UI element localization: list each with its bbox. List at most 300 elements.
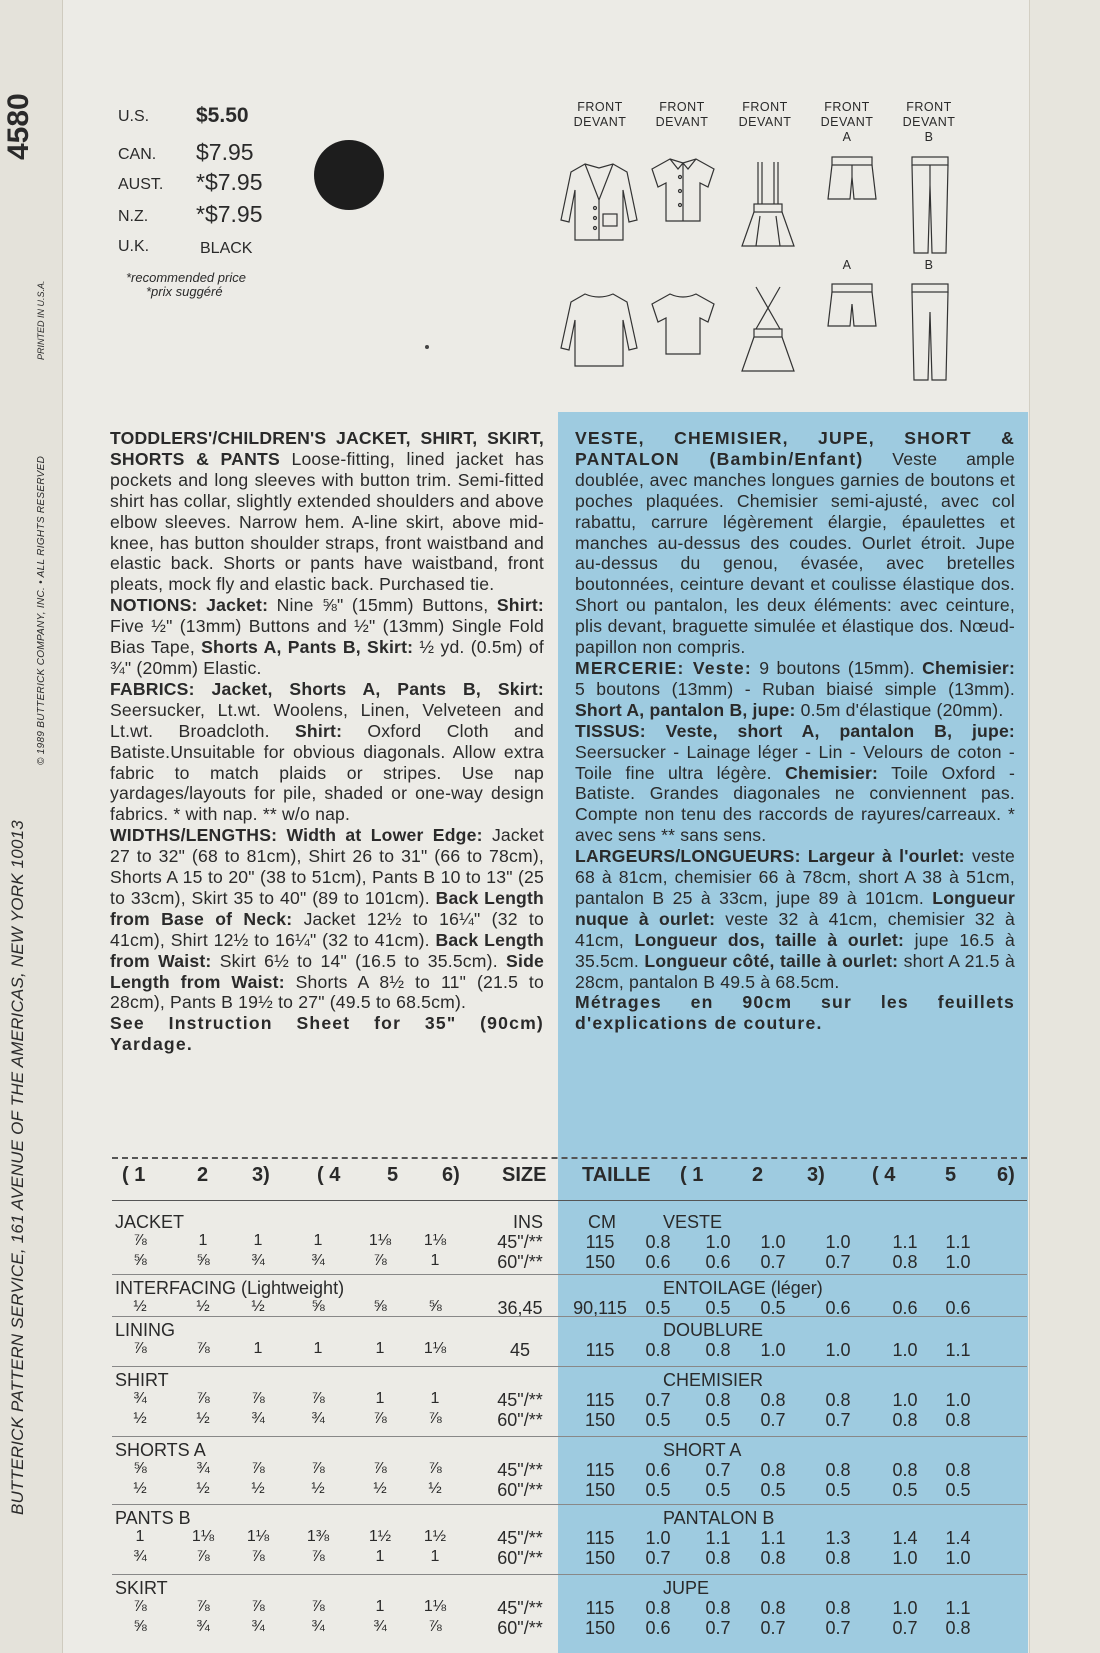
section-divider [112, 1504, 1027, 1505]
yardage-cell-en: ⅝ [133, 1252, 147, 1269]
dos-heading: Longueur dos, taille à ourlet: [634, 929, 905, 950]
width-cm: 115 [585, 1232, 615, 1252]
metrage-cell-fr: 1.0 [825, 1232, 851, 1252]
yardage-cell-en: 1⅜ [306, 1528, 330, 1545]
metrage-cell-fr: 0.5 [945, 1480, 971, 1500]
price-row [118, 228, 288, 258]
section-label-en: SHORTS A [115, 1440, 206, 1460]
view-variant: B [924, 130, 934, 144]
width-inches: 45"/** [497, 1528, 543, 1548]
metrage-cell-fr: 1.0 [760, 1232, 786, 1252]
metrage-cell-fr: 1.0 [945, 1390, 971, 1410]
metrage-cell-fr: 0.7 [892, 1618, 918, 1638]
price-value: *$7.95 [196, 169, 263, 195]
price-row [118, 98, 288, 128]
width-cm: 150 [584, 1410, 616, 1430]
metrage-cell-fr: 1.0 [892, 1548, 918, 1568]
yardage-cell-en: ⅞ [251, 1390, 265, 1407]
suggested-price-note: *prix suggéré [146, 284, 223, 299]
price-country: U.S. [118, 108, 150, 125]
section-label-fr: PANTALON B [663, 1508, 775, 1528]
yardage-cell-en: 1 [375, 1340, 385, 1357]
width-inches: 60"/** [497, 1252, 543, 1272]
metrage-cell-fr: 0.8 [945, 1460, 971, 1480]
yardage-cell-en: ⅝ [133, 1618, 147, 1635]
width-inches: 60"/** [497, 1618, 543, 1638]
skirt-front-drawing [738, 160, 798, 248]
metrage-cell-fr: 0.6 [825, 1298, 851, 1318]
metrage-cell-fr: 0.6 [705, 1252, 731, 1272]
view-label-fr: DEVANT [902, 115, 956, 129]
metrage-cell-fr: 0.7 [825, 1252, 851, 1272]
taille-heading-1: ( 1 [680, 1164, 704, 1186]
fabrics-shirt-label: Shirt: [295, 720, 343, 741]
yardage-cell-en: ½ [373, 1480, 387, 1497]
taille-heading-4: ( 4 [872, 1164, 896, 1186]
yardage-cell-en: ¾ [251, 1252, 265, 1269]
section-label-en: JACKET [115, 1212, 185, 1232]
yardage-cell-en: ⅞ [311, 1460, 325, 1477]
metrage-cell-fr: 1.1 [945, 1340, 971, 1360]
metrage-cell-fr: 1.0 [945, 1252, 971, 1272]
width-cm: 150 [584, 1548, 616, 1568]
metrage-cell-fr: 1.3 [825, 1528, 851, 1548]
jacket-front-drawing [557, 160, 641, 244]
taille-heading-2: 2 [752, 1164, 764, 1186]
yardage-cell-en: 1 [430, 1548, 440, 1565]
yardage-cell-en: ½ [251, 1298, 265, 1315]
yardage-cell-en: ½ [133, 1480, 147, 1497]
size-heading-3: 3) [252, 1164, 270, 1186]
english-description [110, 428, 544, 1055]
metrage-cell-fr: 0.8 [705, 1390, 731, 1410]
largeurs-text: veste 68 à 81cm, chemisier 66 à 78cm, short A 38 à 51cm, pantalon B 25 à 33cm, jupe 89 à 101cm. [575, 846, 1016, 908]
metrage-cell-fr: 0.7 [705, 1460, 731, 1480]
yardage-cell-en: ⅞ [311, 1548, 325, 1565]
view-label-fr: DEVANT [820, 115, 874, 129]
side-length-heading: Side Length from Waist: [110, 950, 545, 992]
yardage-cell-en: 1 [430, 1390, 440, 1407]
yardage-cell-en: 1 [313, 1232, 323, 1249]
taille-label: TAILLE [582, 1164, 651, 1186]
price-value: $5.50 [196, 104, 249, 127]
yardage-cell-en: ¾ [133, 1548, 147, 1565]
section-label-fr: JUPE [663, 1578, 710, 1598]
metrage-cell-fr: 0.6 [645, 1252, 671, 1272]
yardage-cell-en: 1 [253, 1232, 263, 1249]
metrage-cell-fr: 0.8 [825, 1460, 851, 1480]
view-label-en: FRONT [659, 100, 705, 114]
yardage-cell-en: ¾ [196, 1618, 210, 1635]
width-cm: 115 [585, 1390, 615, 1410]
metrage-cell-fr: 1.0 [760, 1340, 786, 1360]
price-country: AUST. [118, 176, 164, 193]
yardage-cell-en: 1⅛ [423, 1598, 447, 1615]
mercerie-short: 0.5m d'élastique (20mm). [800, 699, 1004, 720]
yardage-cell-en: ⅞ [133, 1232, 147, 1249]
section-label-en: SKIRT [115, 1578, 168, 1598]
yardage-cell-en: ⅞ [428, 1460, 442, 1477]
metrage-cell-fr: 0.7 [645, 1390, 671, 1410]
nuque-text: veste 32 à 41cm, chemisier 32 à 41cm, [575, 908, 1016, 950]
back-length-text: Jacket 12½ to 16¼" (32 to 41cm), Shirt 12½ to 16¼" (32 to 41cm). [110, 908, 544, 950]
right-envelope-flap [1029, 0, 1100, 1653]
view-label-en: FRONT [824, 100, 870, 114]
section-label-fr: VESTE [663, 1212, 723, 1232]
yardage-cell-en: 1 [253, 1340, 263, 1357]
width-inches: 45"/** [497, 1460, 543, 1480]
section-label-fr: CHEMISIER [663, 1370, 764, 1390]
yardage-cell-en: ⅞ [196, 1390, 210, 1407]
view-label-en: FRONT [577, 100, 623, 114]
side-length-text: Shorts A 8½ to 11" (21.5 to 28cm), Pants B 19½ to 27" (49.5 to 68.5cm). [110, 971, 544, 1013]
yardage-cell-en: ⅝ [196, 1252, 210, 1269]
metrage-cell-fr: 0.8 [825, 1548, 851, 1568]
yardage-cell-en: ⅝ [311, 1298, 325, 1315]
printed-in-notice: PRINTED IN U.S.A. [36, 280, 46, 360]
view-label-fr: DEVANT [738, 115, 792, 129]
metrage-cell-fr: 0.5 [705, 1480, 731, 1500]
color-code-dot [314, 140, 384, 210]
back-waist-text: Skirt 6½ to 14" (16.5 to 35.5cm). [219, 950, 498, 971]
yardage-cell-en: ⅝ [133, 1460, 147, 1477]
metrage-cell-fr: 0.7 [760, 1252, 786, 1272]
widths-heading: WIDTHS/LENGTHS: Width at Lower Edge: [110, 825, 483, 846]
notions-jacket-label: Jacket: [206, 595, 269, 616]
metrage-cell-fr: 1.1 [945, 1598, 971, 1618]
yardage-cell-en: 1⅛ [368, 1232, 392, 1249]
metrage-cell-fr: 0.8 [705, 1598, 731, 1618]
fabrics-heading: FABRICS: Jacket, Shorts A, Pants B, Skirt: [110, 678, 544, 699]
width-cm: 90,115 [573, 1298, 627, 1318]
back-waist-heading: Back Length from Waist: [110, 929, 544, 971]
cote-text: short A 21.5 à 28cm, pantalon B 49.5 à 68.5cm. [575, 950, 1016, 992]
metrages-note: Métrages en 90cm sur les feuillets d'explications de couture. [575, 992, 1015, 1034]
metrage-cell-fr: 1.0 [892, 1340, 918, 1360]
publisher-address: BUTTERICK PATTERN SERVICE, 161 AVENUE OF THE AMERICAS, NEW YORK 10013 [8, 820, 27, 1515]
description-title: TODDLERS'/CHILDREN'S JACKET, SHIRT, SKIRT, SHORTS & PANTS [110, 428, 544, 469]
notions-shorts: ½ yd. (0.5m) of ¾" (20mm) Elastic. [110, 637, 544, 678]
metrage-cell-fr: 0.5 [705, 1298, 731, 1318]
mercerie-heading: MERCERIE: Veste: [575, 657, 752, 678]
section-divider [112, 1316, 1027, 1317]
metrage-cell-fr: 0.8 [760, 1548, 786, 1568]
metrage-cell-fr: 1.1 [760, 1528, 786, 1548]
yardage-cell-en: ¾ [133, 1390, 147, 1407]
tissus-chemisier: Toile Oxford - Batiste. Grandes diagonales ne conviennent pas. Compte non tenu des raccords de rayures/carreaux. * avec sens ** sans sens. [575, 762, 1016, 846]
taille-heading-5: 5 [945, 1164, 957, 1186]
width-inches: 45"/** [497, 1232, 543, 1252]
width-inches: 60"/** [497, 1480, 543, 1500]
view-label-shirt [637, 100, 727, 130]
tissus-list: Seersucker - Lainage léger - Lin - Velours de coton - Toile fine ultra légère. [575, 741, 1015, 783]
metrage-cell-fr: 1.0 [705, 1232, 731, 1252]
metrage-cell-fr: 0.7 [645, 1548, 671, 1568]
metrage-cell-fr: 0.8 [705, 1340, 731, 1360]
yardage-cell-en: ½ [133, 1410, 147, 1427]
cm-label: CM [588, 1212, 616, 1232]
price-row [118, 198, 288, 228]
yardage-cell-en: ½ [196, 1480, 210, 1497]
pants-b-back-drawing [908, 282, 952, 382]
size-heading-2: 2 [197, 1164, 209, 1186]
width-cm: 115 [585, 1528, 615, 1548]
section-label-fr: SHORT A [663, 1440, 742, 1460]
size-heading-5: 5 [387, 1164, 399, 1186]
metrage-cell-fr: 1.0 [645, 1528, 671, 1548]
section-label-en: SHIRT [115, 1370, 169, 1390]
price-value: *$7.95 [196, 201, 263, 227]
yardage-cell-en: ⅞ [373, 1252, 387, 1269]
cote-heading: Longueur côté, taille à ourlet: [644, 950, 899, 971]
french-title: VESTE, CHEMISIER, JUPE, SHORT & PANTALON (Bambin/Enfant) [575, 428, 1015, 469]
metrage-cell-fr: 0.8 [892, 1252, 918, 1272]
metrage-cell-fr: 0.8 [760, 1598, 786, 1618]
metrage-cell-fr: 0.7 [760, 1410, 786, 1430]
mercerie-veste: 9 boutons (15mm). [759, 657, 915, 678]
ins-label: INS [512, 1212, 543, 1232]
table-header-rule [112, 1200, 1027, 1201]
yardage-cell-en: ⅝ [373, 1298, 387, 1315]
yardage-cell-en: ⅞ [311, 1390, 325, 1407]
metrage-cell-fr: 1.0 [892, 1598, 918, 1618]
metrage-cell-fr: 0.8 [825, 1598, 851, 1618]
price-row [118, 166, 288, 196]
shorts-a-back-drawing [826, 282, 878, 328]
section-divider [112, 1574, 1027, 1575]
section-label-fr: ENTOILAGE (léger) [663, 1278, 823, 1298]
shorts-a-front-drawing [826, 155, 878, 201]
yardage-cell-en: ⅞ [428, 1410, 442, 1427]
metrage-cell-fr: 0.5 [760, 1298, 786, 1318]
price-value: BLACK [200, 240, 253, 257]
metrage-cell-fr: 0.5 [825, 1480, 851, 1500]
metrage-cell-fr: 1.4 [892, 1528, 918, 1548]
price-country: U.K. [118, 238, 150, 255]
yardage-cell-en: 1⅛ [423, 1340, 447, 1357]
yardage-cell-en: ⅞ [133, 1340, 147, 1357]
section-label-en: PANTS B [115, 1508, 191, 1528]
skirt-back-drawing [738, 285, 798, 373]
metrage-cell-fr: 0.7 [825, 1410, 851, 1430]
fabrics-list: Seersucker, Lt.wt. Woolens, Linen, Velveteen and Lt.wt. Broadcloth. [110, 699, 544, 741]
metrage-cell-fr: 0.8 [645, 1232, 671, 1252]
yardage-cell-en: ⅞ [251, 1598, 265, 1615]
notions-shirt-label: Shirt: [496, 595, 544, 616]
metrage-cell-fr: 1.0 [892, 1390, 918, 1410]
back-view-label-b: B [924, 258, 934, 272]
yardage-cell-en: ⅞ [373, 1410, 387, 1427]
metrage-cell-fr: 0.5 [645, 1480, 671, 1500]
notions-shorts-label: Shorts A, Pants B, Skirt: [201, 637, 414, 658]
view-variant: A [842, 130, 852, 144]
yardage-cell-en: ¾ [373, 1618, 387, 1635]
yardage-cell-en: ¾ [251, 1410, 265, 1427]
yardage-cell-en: ⅝ [428, 1298, 442, 1315]
yardage-cell-en: ½ [311, 1480, 325, 1497]
yardage-cell-en: ¾ [311, 1618, 325, 1635]
width-cm: 150 [584, 1480, 616, 1500]
width-cm: 115 [585, 1598, 615, 1618]
metrage-cell-fr: 0.5 [892, 1480, 918, 1500]
width-inches: 45"/** [497, 1598, 543, 1618]
metrage-cell-fr: 0.8 [645, 1340, 671, 1360]
yardage-cell-en: ⅞ [133, 1598, 147, 1615]
metrage-cell-fr: 1.1 [892, 1232, 918, 1252]
back-length-heading: Back Length from Base of Neck: [110, 887, 545, 929]
view-label-en: FRONT [742, 100, 788, 114]
price-value: $7.95 [196, 139, 254, 165]
width-inches: 60"/** [497, 1410, 543, 1430]
metrage-cell-fr: 0.6 [645, 1460, 671, 1480]
punch-dot [425, 345, 429, 349]
yardage-cell-en: ¾ [196, 1460, 210, 1477]
pants-b-front-drawing [908, 155, 952, 255]
width-cm: 115 [585, 1340, 615, 1360]
yardage-cell-en: 1 [375, 1598, 385, 1615]
view-label-jacket [555, 100, 645, 130]
yardage-cell-en: 1⅛ [191, 1528, 215, 1545]
view-label-en: FRONT [906, 100, 952, 114]
section-label-en: LINING [115, 1320, 176, 1340]
metrage-cell-fr: 0.8 [825, 1390, 851, 1410]
yardage-cell-en: 1 [313, 1340, 323, 1357]
tissus-chemisier-label: Chemisier: [785, 762, 879, 783]
instruction-sheet-note: See Instruction Sheet for 35" (90cm) Yardage. [110, 1013, 544, 1055]
width-cm: 115 [585, 1460, 615, 1480]
french-body: Veste ample doublée, avec manches longues garnies de boutons et poches plaquées. Chemisier semi-ajusté, avec col rabattu, carrure légèrement élargie, épaulettes et manches au-dessus des coudes. Ourlet étroit. Jupe au-dessus du genou, évasée, avec bretelles boutonnées, ceinture devant et coulisse élastique dos. Short ou pantalon, les deux éléments: avec ceinture, plis devant, braguette simulée et élastique dos. Nœud-papillon non compris. [575, 448, 1015, 658]
yardage-cell-en: ⅞ [311, 1598, 325, 1615]
pattern-number: 4580 [2, 93, 35, 160]
yardage-cell-en: ½ [196, 1298, 210, 1315]
view-label-skirt [720, 100, 810, 130]
metrage-cell-fr: 0.8 [892, 1460, 918, 1480]
copyright-notice: © 1989 BUTTERICK COMPANY, INC. • ALL RIGHTS RESERVED [36, 455, 47, 765]
yardage-cell-en: 1½ [423, 1528, 447, 1545]
section-label-fr: DOUBLURE [663, 1320, 764, 1340]
taille-heading-6: 6) [997, 1164, 1015, 1186]
notions-jacket: Nine ⅝" (15mm) Buttons, [276, 595, 489, 616]
width-inches: 45 [509, 1340, 531, 1360]
mercerie-chemisier: 5 boutons (13mm) - Ruban biaisé simple (13mm). [575, 678, 1015, 699]
yardage-cell-en: ½ [196, 1410, 210, 1427]
yardage-cell-en: 1 [430, 1252, 440, 1269]
width-inches: 60"/** [497, 1548, 543, 1568]
yardage-cell-en: ⅞ [251, 1548, 265, 1565]
yardage-cell-en: ⅞ [251, 1460, 265, 1477]
metrage-cell-fr: 0.5 [760, 1480, 786, 1500]
metrage-cell-fr: 0.6 [945, 1298, 971, 1318]
mercerie-chemisier-label: Chemisier: [922, 657, 1016, 678]
yardage-cell-en: ⅞ [428, 1618, 442, 1635]
section-divider [112, 1366, 1027, 1367]
metrage-cell-fr: 0.5 [645, 1298, 671, 1318]
metrage-cell-fr: 1.0 [945, 1548, 971, 1568]
shirt-back-drawing [648, 290, 718, 358]
price-country: N.Z. [118, 208, 149, 225]
metrage-cell-fr: 1.4 [945, 1528, 971, 1548]
price-country: CAN. [118, 146, 157, 163]
metrage-cell-fr: 0.7 [705, 1618, 731, 1638]
view-label-pants [884, 100, 974, 145]
metrage-cell-fr: 0.7 [760, 1618, 786, 1638]
yardage-cell-en: ¾ [251, 1618, 265, 1635]
metrage-cell-fr: 0.6 [645, 1618, 671, 1638]
yardage-cell-en: ⅞ [196, 1340, 210, 1357]
nuque-heading: Longueur nuque à ourlet: [575, 887, 1015, 929]
recommended-price-note: *recommended price [126, 270, 246, 285]
yardage-cell-en: ¾ [311, 1252, 325, 1269]
back-view-label-a: A [842, 258, 852, 272]
yardage-cell-en: 1⅛ [423, 1232, 447, 1249]
size-heading-1: ( 1 [122, 1164, 146, 1186]
metrage-cell-fr: 0.6 [892, 1298, 918, 1318]
metrage-cell-fr: 0.5 [705, 1410, 731, 1430]
yardage-cell-en: ½ [428, 1480, 442, 1497]
jacket-back-drawing [557, 290, 641, 370]
yardage-cell-en: 1 [135, 1528, 145, 1545]
taille-heading-3: 3) [807, 1164, 825, 1186]
metrage-cell-fr: 0.8 [645, 1598, 671, 1618]
width-cm: 150 [584, 1618, 616, 1638]
mercerie-short-label: Short A, pantalon B, jupe: [575, 699, 796, 720]
table-top-rule [112, 1157, 1027, 1159]
size-label: SIZE [502, 1164, 547, 1186]
metrage-cell-fr: 0.7 [825, 1618, 851, 1638]
size-heading-6: 6) [442, 1164, 460, 1186]
yardage-cell-en: ½ [133, 1298, 147, 1315]
metrage-cell-fr: 0.8 [760, 1460, 786, 1480]
metrage-cell-fr: 1.1 [945, 1232, 971, 1252]
metrage-cell-fr: 0.5 [645, 1410, 671, 1430]
yardage-table-header [112, 1160, 1027, 1196]
section-divider [112, 1436, 1027, 1437]
section-label-en: INTERFACING (Lightweight) [115, 1278, 345, 1298]
french-description [575, 428, 1015, 1034]
metrage-cell-fr: 1.1 [705, 1528, 731, 1548]
view-label-fr: DEVANT [655, 115, 709, 129]
view-label-shorts [802, 100, 892, 145]
metrage-cell-fr: 1.0 [825, 1340, 851, 1360]
shirt-front-drawing [648, 155, 718, 225]
yardage-cell-en: 1 [375, 1390, 385, 1407]
view-label-fr: DEVANT [573, 115, 627, 129]
metrage-cell-fr: 0.8 [705, 1548, 731, 1568]
yardage-cell-en: 1 [198, 1232, 208, 1249]
metrage-cell-fr: 0.8 [945, 1618, 971, 1638]
width-inches: 36,45 [497, 1298, 543, 1318]
yardage-cell-en: 1½ [368, 1528, 392, 1545]
fabrics-shirt: Oxford Cloth and Batiste.Unsuitable for obvious diagonals. Allow extra fabric to match plaids or stripes. Use nap yardages/layouts for pile, shaded or one-way design fabrics. * with nap. ** w/o nap. [110, 720, 544, 825]
metrage-cell-fr: 0.8 [945, 1410, 971, 1430]
tissus-heading: TISSUS: Veste, short A, pantalon B, jupe: [575, 720, 1015, 741]
metrage-cell-fr: 0.8 [760, 1390, 786, 1410]
size-heading-4: ( 4 [317, 1164, 341, 1186]
width-cm: 150 [584, 1252, 616, 1272]
yardage-cell-en: ½ [251, 1480, 265, 1497]
metrage-cell-fr: 0.8 [892, 1410, 918, 1430]
notions-heading: NOTIONS: [110, 595, 198, 616]
yardage-cell-en: ⅞ [196, 1598, 210, 1615]
description-body: Loose-fitting, lined jacket has pockets and long sleeves with button trim. Semi-fitted shirt has collar, slightly extended shoulders and above elbow sleeves. Narrow hem. A-line skirt, above mid-knee, has button shoulder straps, front waistband and elastic back. Shorts or pants have waistband, front pleats, mock fly and elastic back. Purchased tie. [110, 448, 544, 595]
yardage-cell-en: 1 [375, 1548, 385, 1565]
yardage-cell-en: 1⅛ [246, 1528, 270, 1545]
width-inches: 45"/** [497, 1390, 543, 1410]
yardage-cell-en: ¾ [311, 1410, 325, 1427]
notions-shirt: Five ½" (13mm) Buttons and ½" (13mm) Single Fold Bias Tape, [110, 616, 544, 658]
dos-text: jupe 16.5 à 35.5cm. [575, 929, 1015, 971]
largeurs-heading: LARGEURS/LONGUEURS: Largeur à l'ourlet: [575, 846, 965, 867]
